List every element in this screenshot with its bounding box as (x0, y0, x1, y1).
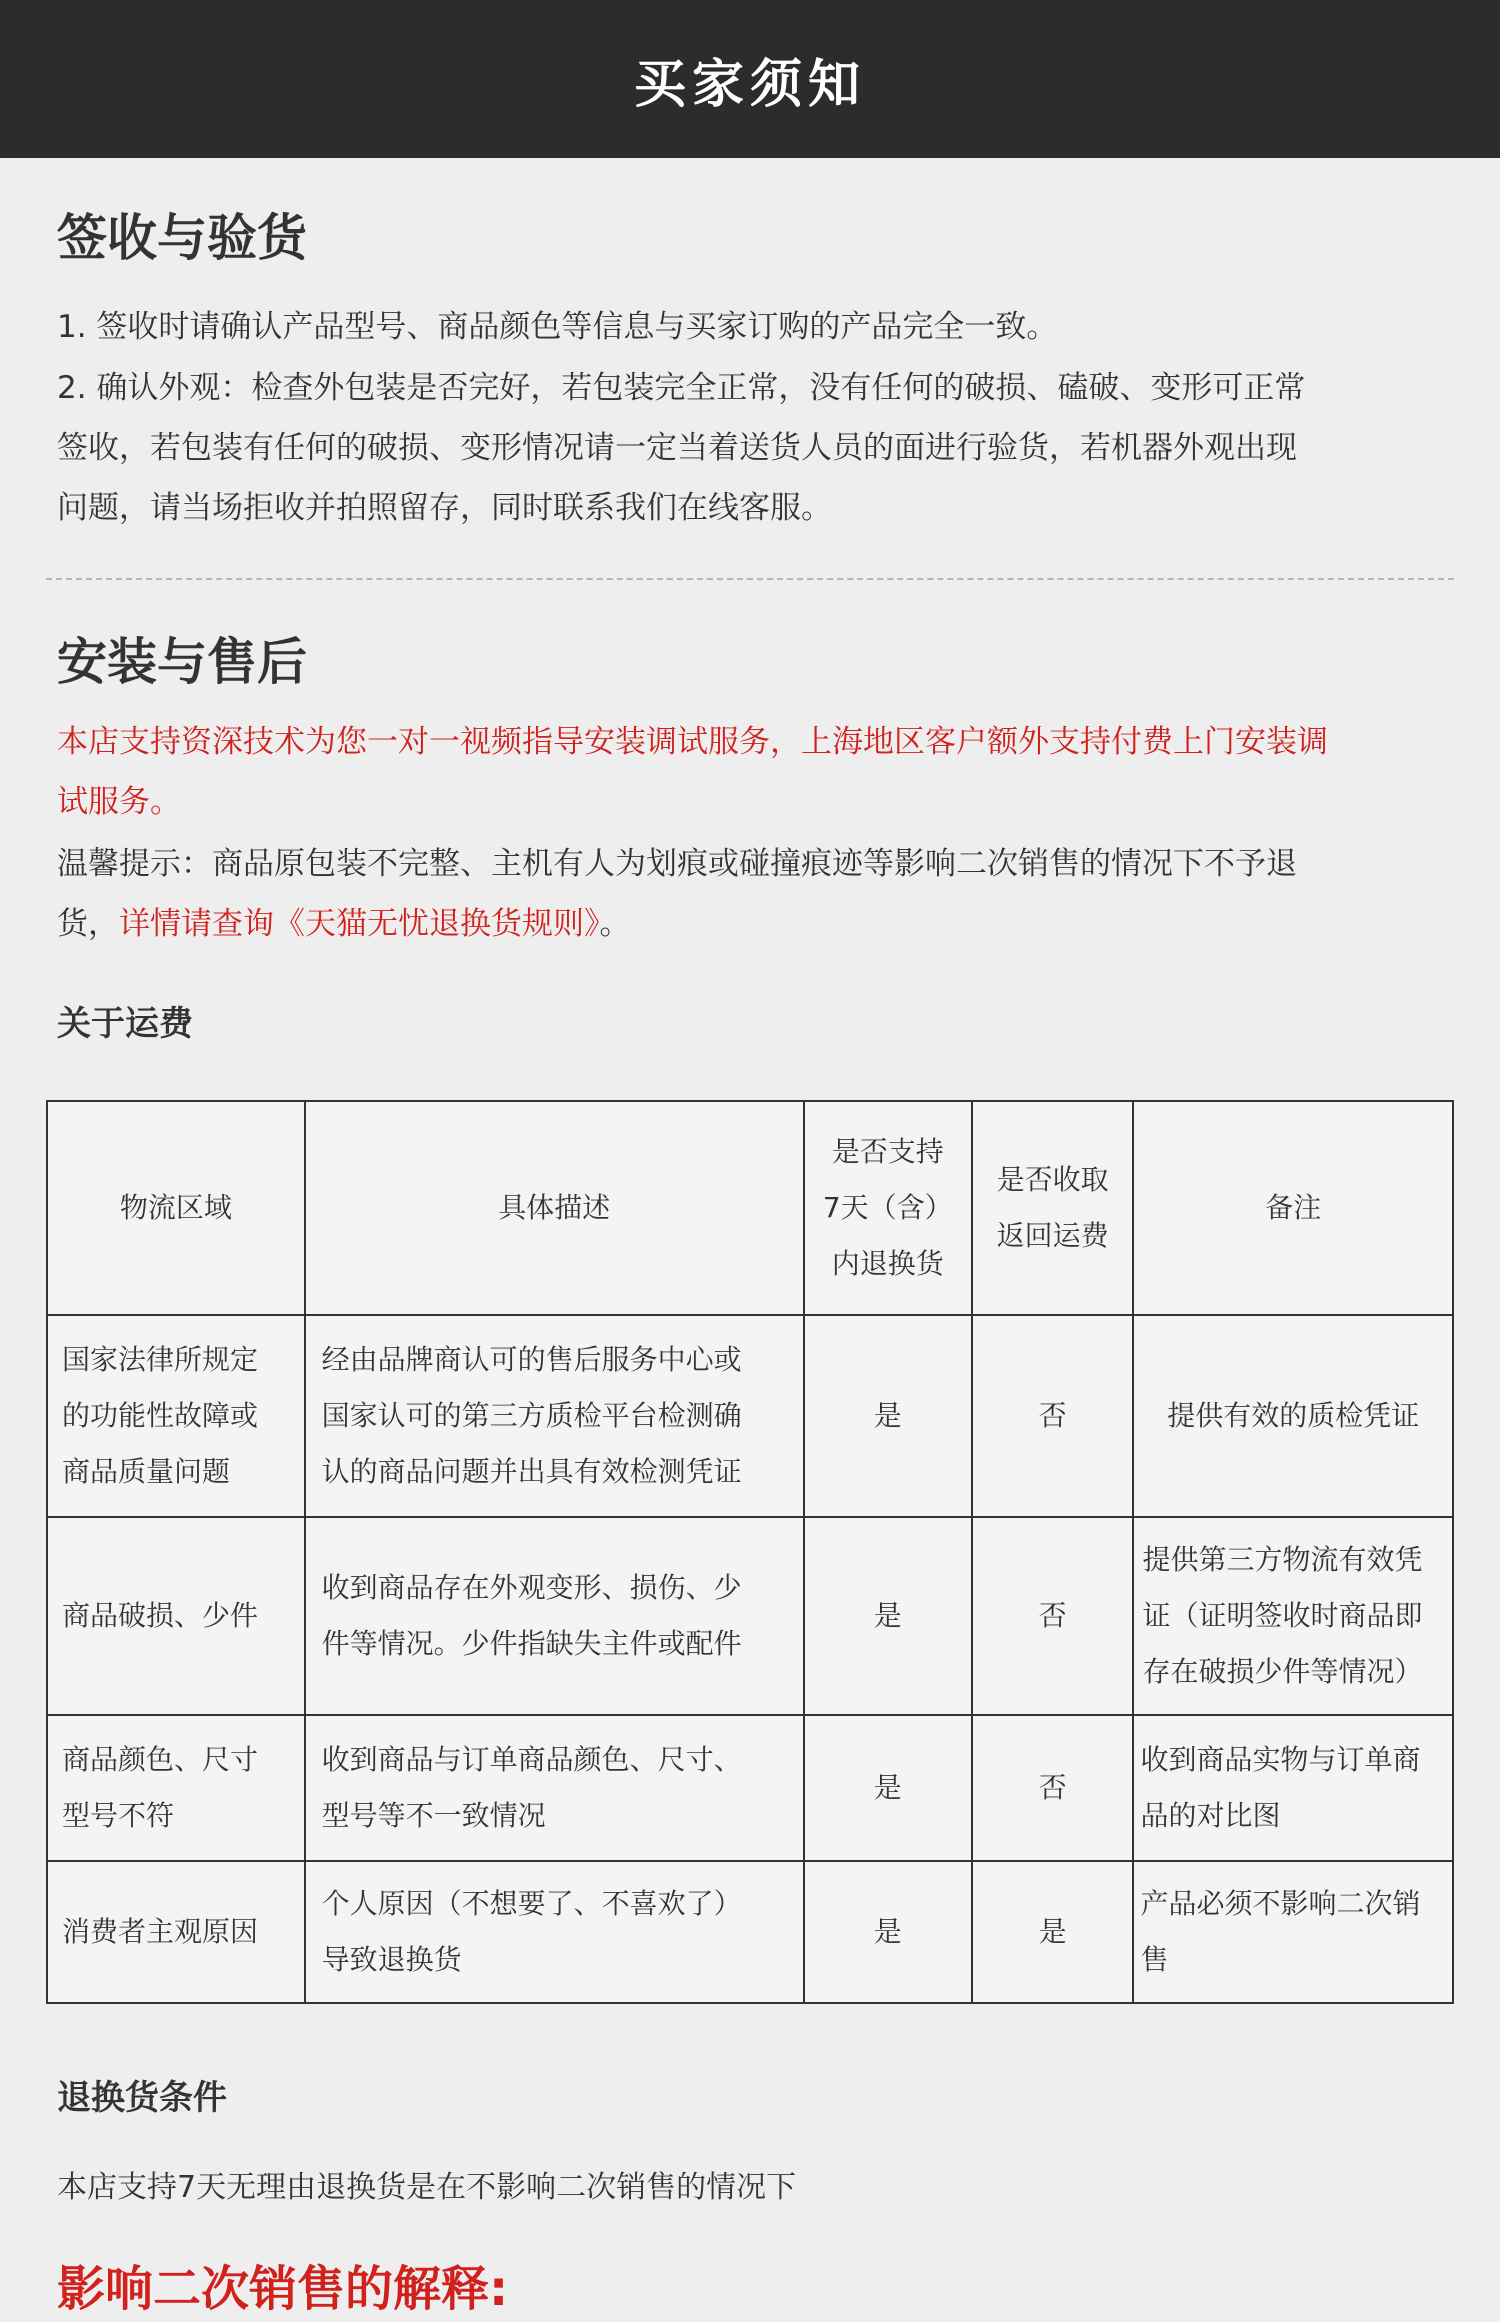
shipping-title: 关于运费 (57, 1004, 193, 1044)
header-line: 返回运费 (996, 1219, 1109, 1252)
cell-line: 国家认可的第三方质检平台检测确 (321, 1399, 742, 1432)
cell-line: 品的对比图 (1140, 1799, 1281, 1832)
cell-return: 是 (804, 1861, 972, 2003)
warm-tip-line: 温馨提示：商品原包装不完整、主机有人为划痕或碰撞痕迹等影响二次销售的情况下不予退 (57, 846, 1297, 882)
page-title: 买家须知 (633, 54, 866, 115)
cell-note (1133, 1861, 1453, 2003)
explanation-title: 影响二次销售的解释: (57, 2261, 509, 2317)
page-header (0, 0, 1500, 158)
header-line: 是否支持 (831, 1135, 944, 1168)
cell-fee: 是 (972, 1861, 1134, 2003)
inspection-item-2-line: 2. 确认外观：检查外包装是否完好，若包装完全正常，没有任何的破损、磕破、变形可正常 (57, 370, 1306, 406)
warm-tip-line (57, 894, 1457, 954)
header-line: 7天（含） (822, 1191, 953, 1224)
cell-line: 收到商品存在外观变形、损伤、少 (321, 1571, 742, 1604)
cell-description (305, 1715, 804, 1861)
cell-line: 收到商品实物与订单商 (1140, 1743, 1421, 1776)
installation-notice-line: 试服务。 (57, 784, 181, 820)
cell-line: 型号不符 (62, 1799, 175, 1832)
cell-line: 产品必须不影响二次销 (1140, 1887, 1421, 1920)
cell-description (305, 1861, 804, 2003)
table-row (47, 1715, 1453, 1861)
warm-tip (57, 834, 1457, 954)
installation-notice-line: 本店支持资深技术为您一对一视频指导安装调试服务，上海地区客户额外支持付费上门安装调 (57, 724, 1328, 760)
cell-line: 售 (1140, 1943, 1169, 1976)
cell-line: 收到商品与订单商品颜色、尺寸、 (321, 1743, 742, 1776)
conditions-text: 本店支持7天无理由退换货是在不影响二次销售的情况下 (57, 2170, 797, 2205)
cell-line: 商品破损、少件 (62, 1599, 259, 1632)
cell-line: 商品质量问题 (62, 1455, 231, 1488)
header-line: 内退换货 (831, 1247, 944, 1280)
cell-region (47, 1517, 305, 1715)
cell-line: 国家法律所规定 (62, 1343, 259, 1376)
shipping-table (46, 1100, 1454, 2004)
section-title-after-sales: 安装与售后 (57, 633, 307, 691)
cell-line: 导致退换货 (321, 1943, 462, 1976)
inspection-item-2-line: 签收，若包装有任何的破损、变形情况请一定当着送货人员的面进行验货，若机器外观出现 (57, 430, 1297, 466)
warm-tip-suffix: 。 (599, 906, 631, 942)
table-row (47, 1315, 1453, 1517)
table-row (47, 1861, 1453, 2003)
cell-line: 型号等不一致情况 (321, 1799, 546, 1832)
cell-fee: 否 (972, 1315, 1134, 1517)
cell-line: 消费者主观原因 (62, 1915, 259, 1948)
cell-line: 个人原因（不想要了、不喜欢了） (321, 1887, 742, 1920)
cell-line: 提供有效的质检凭证 (1167, 1399, 1420, 1432)
cell-line: 件等情况。少件指缺失主件或配件 (321, 1627, 742, 1660)
cell-note (1133, 1715, 1453, 1861)
cell-description (305, 1315, 804, 1517)
section-divider (46, 578, 1454, 580)
inspection-item-2 (57, 358, 1457, 538)
table-header-row (47, 1101, 1453, 1315)
header-region: 物流区域 (47, 1101, 305, 1315)
header-return-fee (972, 1101, 1134, 1315)
cell-line: 存在破损少件等情况） (1142, 1655, 1423, 1688)
cell-return: 是 (804, 1715, 972, 1861)
cell-line: 经由品牌商认可的售后服务中心或 (321, 1343, 742, 1376)
inspection-item-2-line: 问题，请当场拒收并拍照留存，同时联系我们在线客服。 (57, 490, 832, 526)
cell-fee: 否 (972, 1517, 1134, 1715)
header-line: 是否收取 (996, 1163, 1109, 1196)
cell-region (47, 1315, 305, 1517)
cell-description (305, 1517, 804, 1715)
inspection-item-1: 1. 签收时请确认产品型号、商品颜色等信息与买家订购的产品完全一致。 (57, 309, 1058, 345)
cell-fee: 否 (972, 1715, 1134, 1861)
cell-line: 的功能性故障或 (62, 1399, 259, 1432)
cell-region (47, 1861, 305, 2003)
header-note: 备注 (1133, 1101, 1453, 1315)
table-row (47, 1517, 1453, 1715)
cell-return: 是 (804, 1315, 972, 1517)
warm-tip-prefix: 货， (57, 906, 119, 942)
cell-line: 提供第三方物流有效凭 (1142, 1543, 1423, 1576)
conditions-title: 退换货条件 (57, 2078, 227, 2118)
return-rules-link[interactable]: 详情请查询《天猫无忧退换货规则》 (119, 906, 600, 942)
header-return-support (804, 1101, 972, 1315)
cell-return: 是 (804, 1517, 972, 1715)
cell-line: 商品颜色、尺寸 (62, 1743, 259, 1776)
cell-note (1133, 1315, 1453, 1517)
cell-region (47, 1715, 305, 1861)
cell-note (1133, 1517, 1453, 1715)
cell-line: 认的商品问题并出具有效检测凭证 (321, 1455, 742, 1488)
header-description: 具体描述 (305, 1101, 804, 1315)
cell-line: 证（证明签收时商品即 (1142, 1599, 1423, 1632)
section-title-inspection: 签收与验货 (57, 209, 307, 267)
installation-notice (57, 712, 1457, 832)
